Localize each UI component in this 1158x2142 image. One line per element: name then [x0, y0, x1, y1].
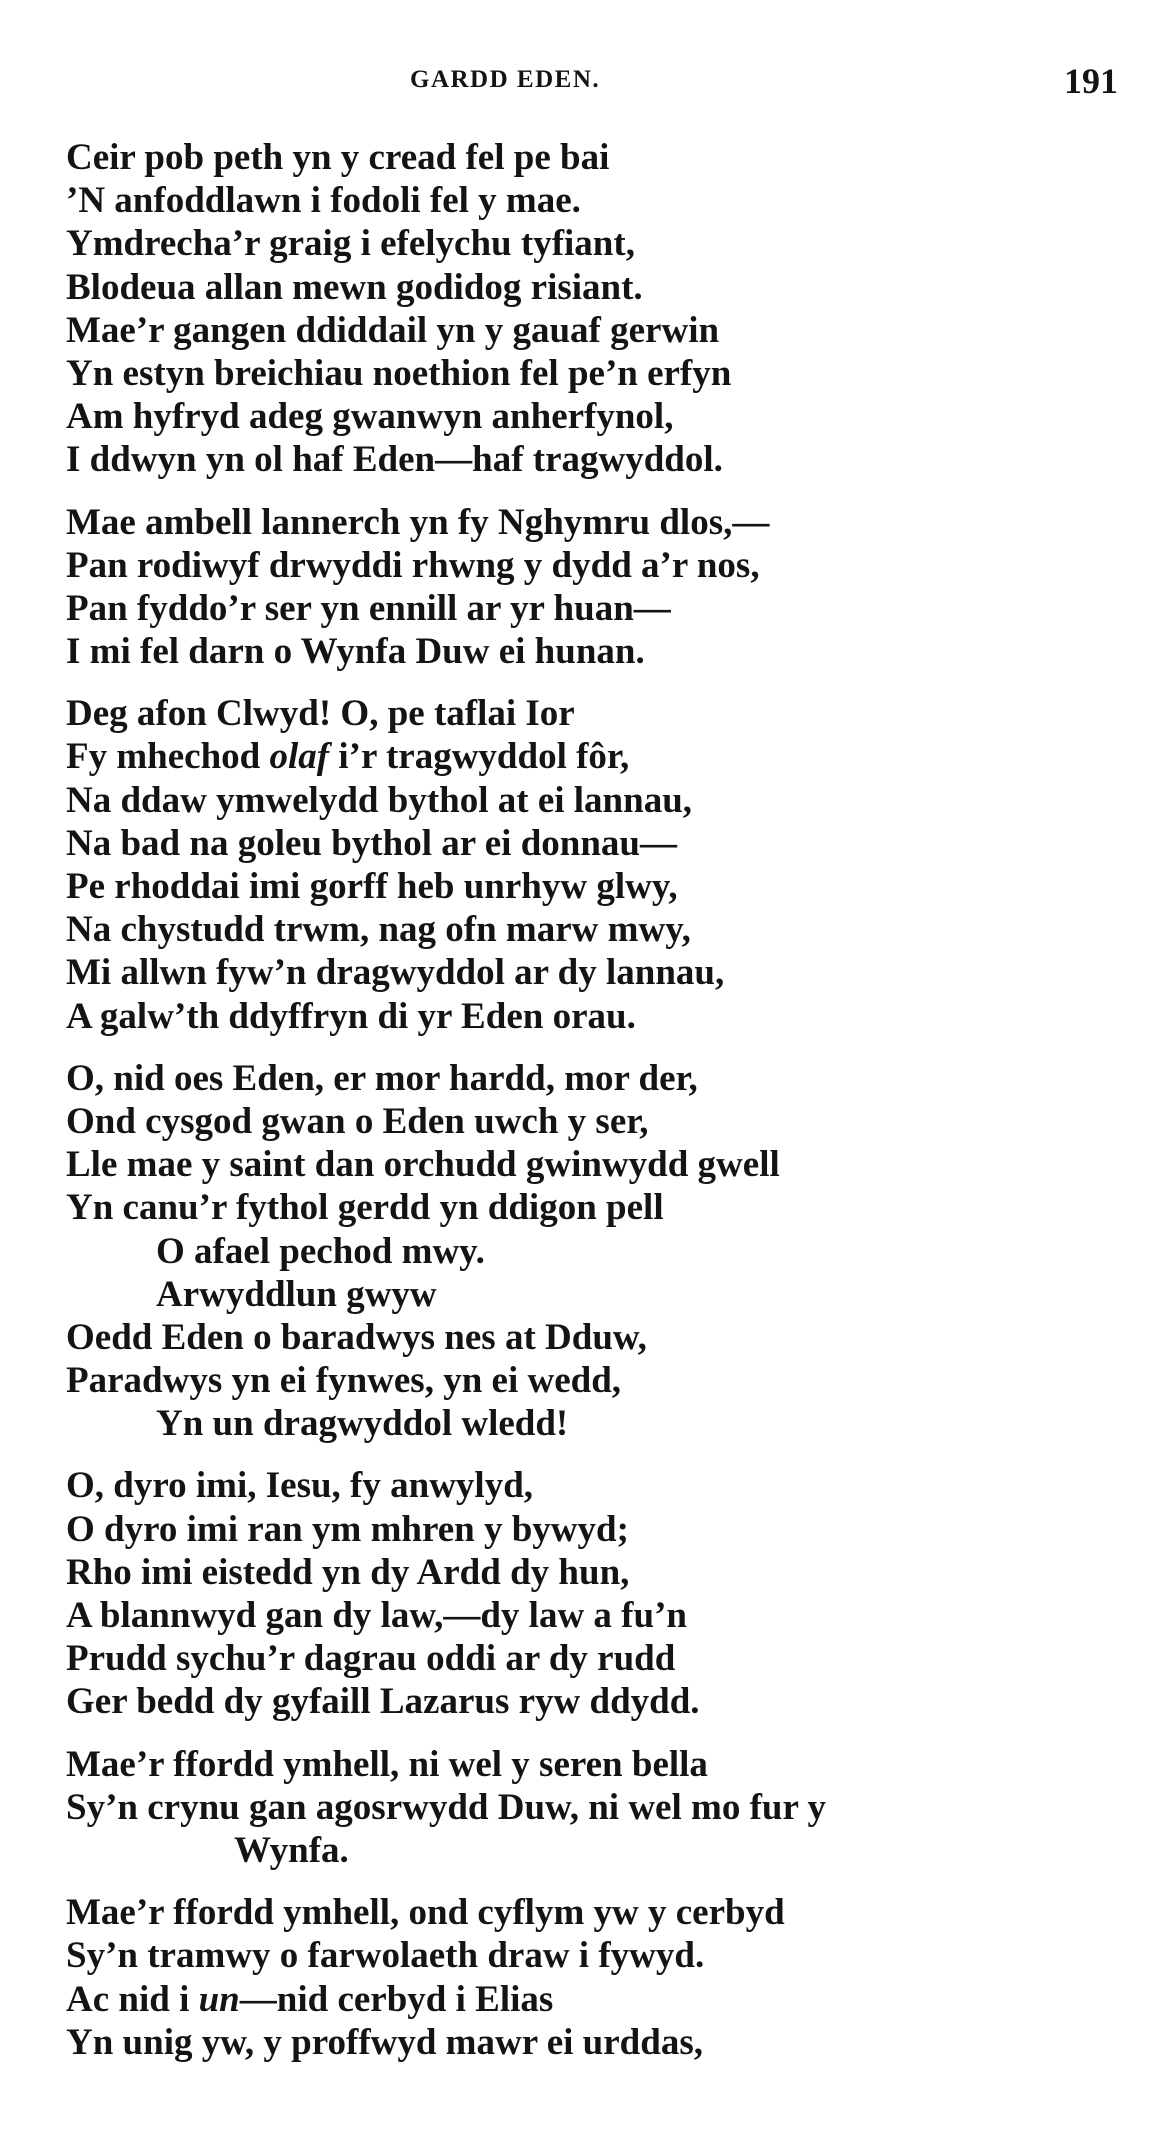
- poem-line: [66, 735, 1126, 778]
- poem-line: O, nid oes Eden, er mor hardd, mor der,: [66, 1057, 698, 1099]
- stanza: [66, 501, 1126, 674]
- poem-line: Ceir pob peth yn y cread fel pe bai: [66, 137, 610, 178]
- stanza: [66, 1464, 1126, 1723]
- poem-line: A blannwyd gan dy law,—dy law a fu’n: [66, 1595, 687, 1636]
- poem-line: Pan fyddo’r ser yn ennill ar yr huan—: [66, 587, 671, 629]
- poem-line: A galw’th ddyffryn di yr Eden orau.: [66, 995, 636, 1037]
- poem-line: Prudd sychu’r dagrau oddi ar dy rudd: [66, 1638, 676, 1680]
- poem-line: Mae’r ffordd ymhell, ond cyflym yw y cerbyd: [66, 1892, 785, 1934]
- poem-line: Ond cysgod gwan o Eden uwch y ser,: [66, 1100, 649, 1142]
- line-text: i’r tragwyddol fôr,: [329, 736, 630, 778]
- running-title: GARDD EDEN.: [410, 66, 601, 93]
- poem-line: Na bad na goleu bythol ar ei donnau—: [66, 822, 678, 864]
- poem-line: Deg afon Clwyd! O, pe taflai Ior: [66, 693, 575, 735]
- poem-line: O afael pechod mwy.: [156, 1230, 485, 1272]
- poem-line: Sy’n tramwy o farwolaeth draw i fywyd.: [66, 1935, 705, 1977]
- poem-line: I ddwyn yn ol haf Eden—haf tragwyddol.: [66, 439, 723, 481]
- poem-line: Na chystudd trwm, nag ofn marw mwy,: [66, 909, 691, 951]
- poem-line: Na ddaw ymwelydd bythol at ei lannau,: [66, 779, 693, 821]
- poem-line: Oedd Eden o baradwys nes at Dduw,: [66, 1316, 647, 1358]
- poem-line: Sy’n crynu gan agosrwydd Duw, ni wel mo fur y: [66, 1786, 826, 1828]
- poem-line: Yn canu’r fythol gerdd yn ddigon pell: [66, 1187, 664, 1229]
- page-header: [0, 62, 1158, 102]
- poem-line: Wynfa.: [234, 1829, 349, 1871]
- poem-line: Lle mae y saint dan orchudd gwinwydd gwell: [66, 1144, 780, 1186]
- poem-line: Mi allwn fyw’n dragwyddol ar dy lannau,: [66, 952, 725, 994]
- poem-line: ’N anfoddlawn i fodoli fel y mae.: [66, 180, 581, 222]
- stanza: [66, 692, 1126, 1038]
- stanza: [66, 1057, 1126, 1446]
- poem-line: Blodeua allan mewn godidog risiant.: [66, 266, 643, 308]
- poem-line: I mi fel darn o Wynfa Duw ei hunan.: [66, 631, 645, 673]
- line-text: Ac nid i: [66, 1978, 199, 2020]
- page-number: 191: [1064, 61, 1118, 101]
- poem-body: [66, 136, 1126, 2083]
- poem-line: Yn estyn breichiau noethion fel pe’n erfyn: [66, 352, 732, 394]
- poem-line: Yn un dragwyddol wledd!: [156, 1403, 569, 1445]
- poem-line: O dyro imi ran ym mhren y bywyd;: [66, 1508, 629, 1550]
- poem-line: Pe rhoddai imi gorff heb unrhyw glwy,: [66, 866, 678, 907]
- poem-line: O, dyro imi, Iesu, fy anwylyd,: [66, 1465, 534, 1507]
- poem-line: Paradwys yn ei fynwes, yn ei wedd,: [66, 1360, 622, 1402]
- poem-line: Mae’r gangen ddiddail yn y gauaf gerwin: [66, 309, 720, 351]
- line-text: Fy mhechod: [66, 736, 270, 778]
- poem-line: Mae’r ffordd ymhell, ni wel y seren bella: [66, 1743, 708, 1785]
- emphasized-word: un: [198, 1978, 240, 2020]
- poem-line: Yn unig yw, y proffwyd mawr ei urddas,: [66, 2021, 703, 2063]
- emphasized-word: olaf: [269, 736, 330, 778]
- stanza: [66, 1891, 1126, 2064]
- line-text: —nid cerbyd i Elias: [239, 1978, 554, 2020]
- stanza: [66, 136, 1126, 482]
- poem-line: Ger bedd dy gyfaill Lazarus ryw ddydd.: [66, 1681, 700, 1723]
- poem-line: Mae ambell lannerch yn fy Nghymru dlos,—: [66, 501, 770, 543]
- poem-line: [66, 1978, 1126, 2021]
- poem-line: Rho imi eistedd yn dy Ardd dy hun,: [66, 1551, 630, 1593]
- poem-line: Ymdrecha’r graig i efelychu tyfiant,: [66, 223, 635, 265]
- poem-line: Am hyfryd adeg gwanwyn anherfynol,: [66, 396, 674, 438]
- poem-line: Pan rodiwyf drwyddi rhwng y dydd a’r nos,: [66, 544, 760, 586]
- poem-line: Arwyddlun gwyw: [156, 1273, 437, 1315]
- stanza: [66, 1743, 1126, 1873]
